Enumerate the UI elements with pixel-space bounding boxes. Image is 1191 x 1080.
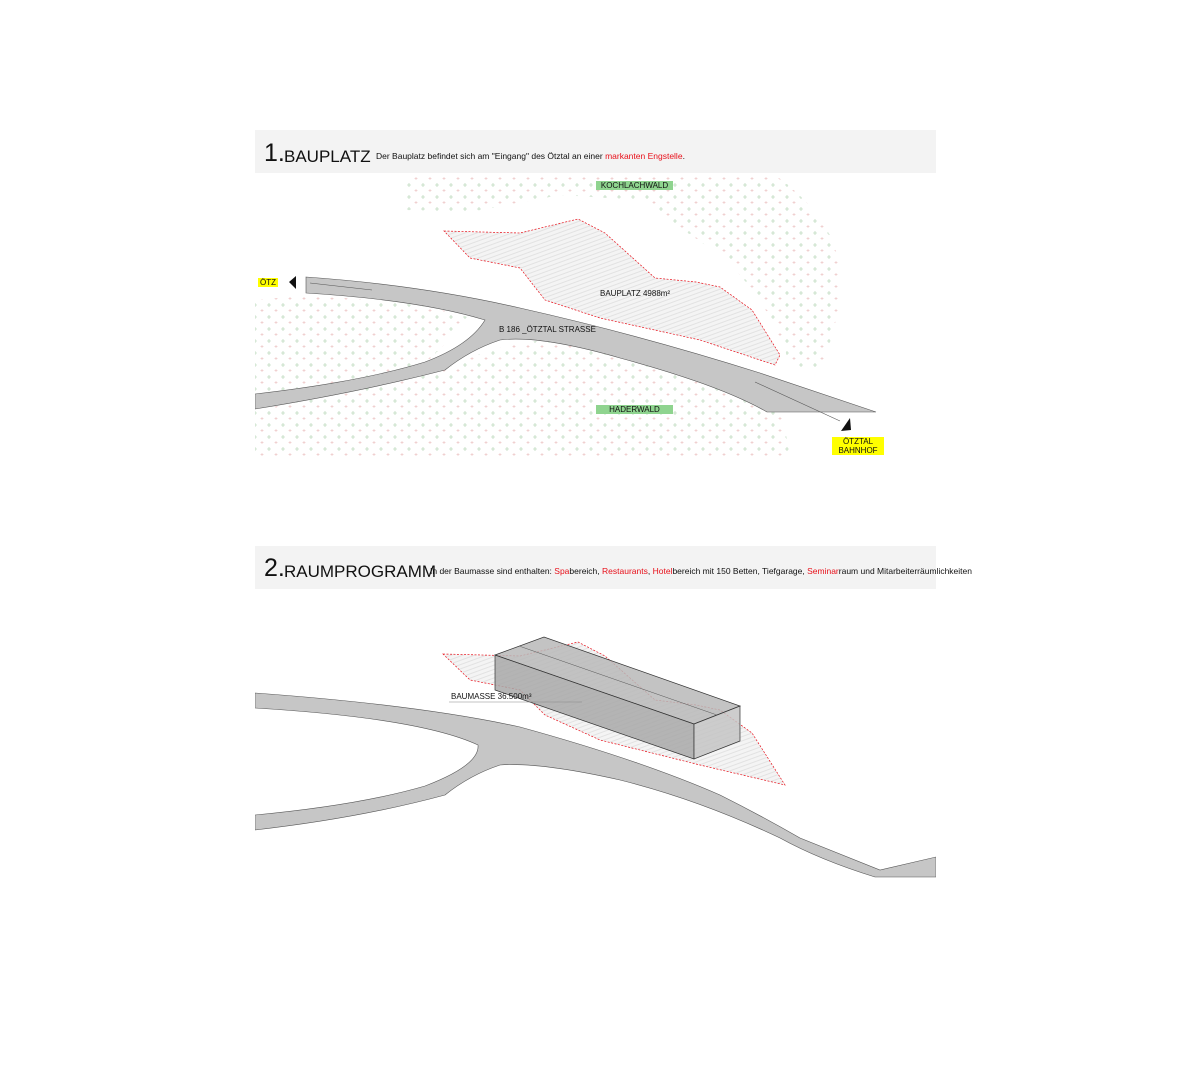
- description-segment: markanten Engstelle: [605, 151, 683, 161]
- section-2-title: RAUMPROGRAMM: [284, 562, 437, 581]
- forest-label-haderwald: HADERWALD: [596, 405, 673, 414]
- site-map-2: [255, 637, 936, 877]
- building-mass-label: BAUMASSE 36.500m³: [451, 692, 532, 701]
- description-segment: Der Bauplatz befindet sich am "Eingang" des Ötztal an einer: [376, 151, 606, 161]
- description-segment: bereich mit 150 Betten, Tiefgarage,: [672, 566, 808, 576]
- arrow-to-oetz-icon: [289, 276, 296, 289]
- section-1-number: 1.: [264, 139, 285, 167]
- place-label-bahnhof-line-2: BAHNHOF: [838, 446, 878, 455]
- place-label-oetz: ÖTZ: [260, 278, 276, 287]
- description-segment: bereich,: [569, 566, 603, 576]
- description-segment: .: [682, 151, 685, 161]
- description-segment: raum und Mitarbeiterräumlichkeiten: [838, 566, 972, 576]
- arrow-to-bahnhof-icon: [841, 418, 851, 431]
- description-segment: Restaurants: [602, 566, 648, 576]
- street-label: B 186 _ÖTZTAL STRASSE: [499, 325, 596, 334]
- description-segment: Hotel: [652, 566, 673, 576]
- forest-label-kochlachwald: KOCHLACHWALD: [596, 181, 673, 190]
- description-segment: ,: [647, 566, 653, 576]
- description-segment: In der Baumasse sind enthalten:: [430, 566, 555, 576]
- place-label-bahnhof: [832, 437, 884, 455]
- building-site-label: BAUPLATZ 4988m²: [600, 289, 671, 298]
- section-2-number: 2.: [264, 554, 285, 582]
- section-1-title: BAUPLATZ: [284, 147, 371, 166]
- site-map-1: [255, 175, 876, 456]
- place-label-bahnhof-line-1: ÖTZTAL: [842, 437, 874, 446]
- description-segment: Spa: [554, 566, 570, 576]
- description-segment: Seminar: [807, 566, 839, 576]
